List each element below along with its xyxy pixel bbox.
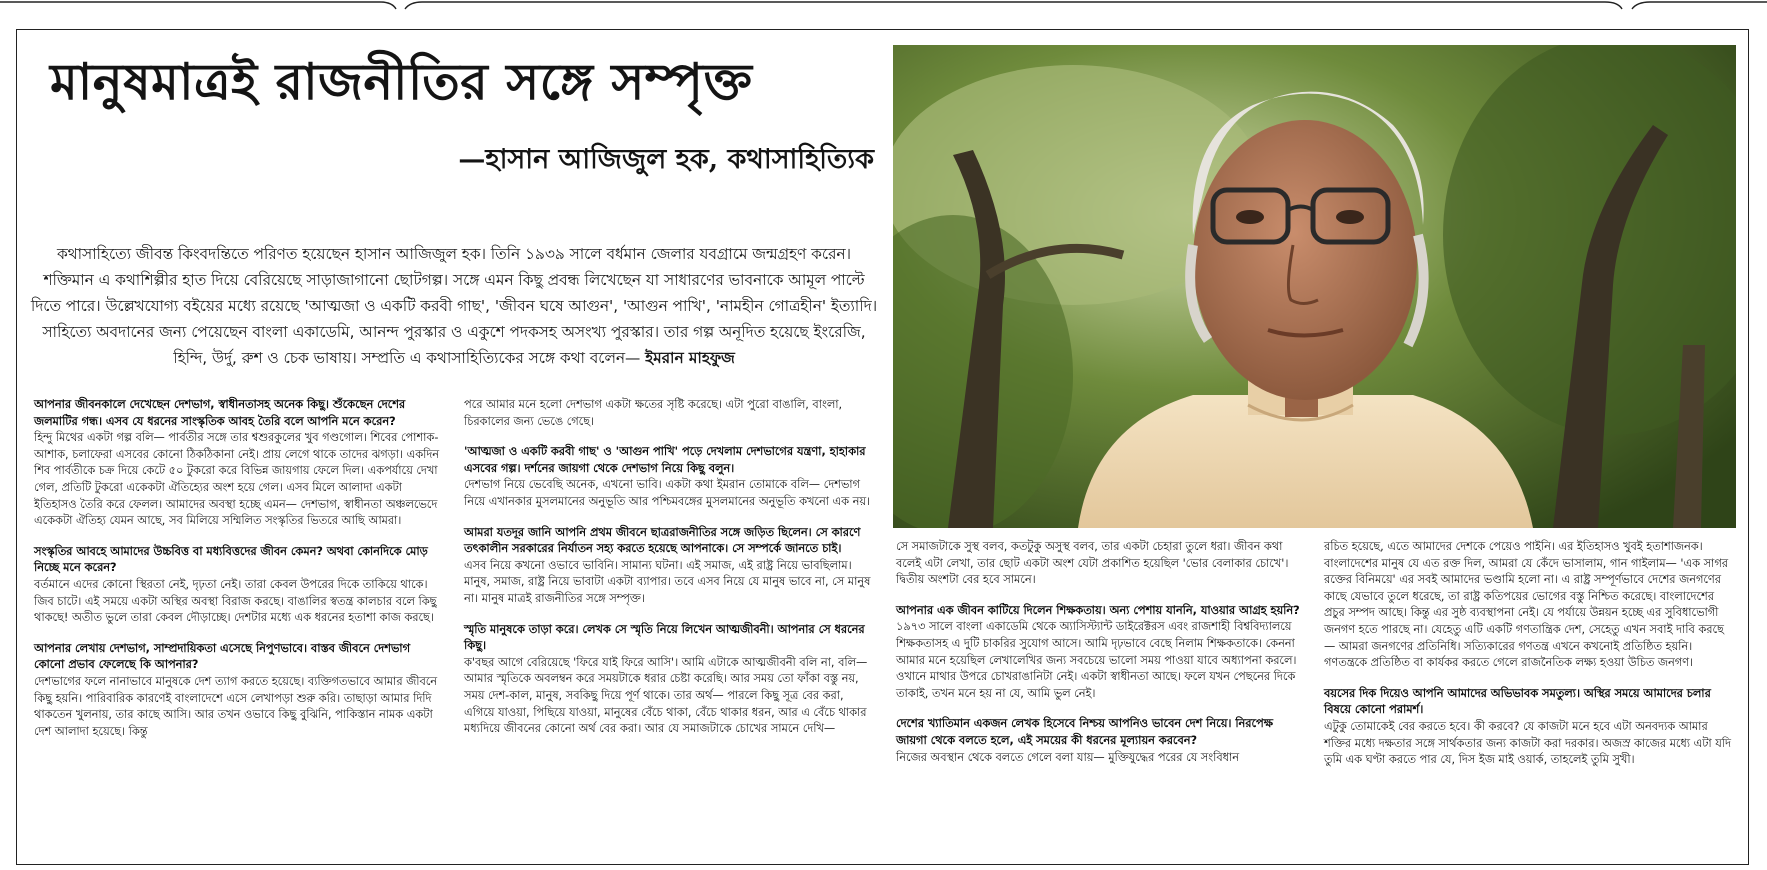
intro-author: ইমরান মাহফুজ [645,349,735,368]
question: 'আত্মজা ও একটি করবী গাছ' ও 'আগুন পাখি' পড়ে দেখলাম দেশভাগের যন্ত্রণা, হাহাকার এসবের গল্প। দর্শনের জায়গা থেকে দেশভাগ নিয়ে কিছু বলুন। [464,445,866,475]
intro-paragraph [30,241,878,371]
article-column-4 [1324,539,1734,783]
answer: পরে আমার মনে হলো দেশভাগ একটা ক্ষতের সৃষ্টি করেছে। এটা পুরো বাঙালি, বাংলা, চিরকালের জন্য ভেঙে গেছে। [464,398,843,428]
question: সংস্কৃতির আবহে আমাদের উচ্চবিত্ত বা মধ্যবিত্তদের জীবন কেমন? অথবা কোনদিকে মোড় নিচ্ছে মনে করেন? [34,544,428,575]
answer: এটুকু তোমাকেই বের করতে হবে। কী করবে? যে কাজটা মনে হবে এটা অনবদ্যক আমার শক্তির মধ্যে দক্ষতার সঙ্গে সার্থকতার জন্য কাজটা করা দরকার। অজস্র কাজের মধ্যে এটা যদি তুমি এক ঘণ্টা করতে পার যে, দিস ইজ মাই ওয়ার্ক, তাহলেই তুমি সুখী। [1324,719,1731,767]
question: আপনার এক জীবন কাটিয়ে দিলেন শিক্ষকতায়। অন্য পেশায় যাননি, যাওয়ার আগ্রহ হয়নি? [896,603,1300,617]
answer: বর্তমানে এদের কোনো স্থিরতা নেই, দৃঢ়তা নেই। তারা কেবল উপরের দিকে তাকিয়ে থাকে। জিব চাটে। এই সময়ে একটা অস্থির অবস্থা বিরাজ করছে। বাঙালির স্বতন্ত্র কালচার বলে কিছু থাকছে! অতীত ভুলে তারা কেবল দৌড়াচ্ছে। দেশটার মধ্যে এক ধরনের হতাশা কাজ করছে। [34,577,437,625]
article-column-2 [464,397,872,752]
headline: মানুষমাত্রই রাজনীতির সঙ্গে সম্পৃক্ত [50,52,753,111]
answer: দেশভাগ নিয়ে ভেবেছি অনেক, এখনো ভাবি। একটা কথা ইমরান তোমাকে বলি— দেশভাগ নিয়ে এখানকার মুসলমানের অনুভূতি আর পশ্চিমবঙ্গের মুসলমানের অনুভূতি কখনো এক নয়। [464,478,871,508]
answer: ক'বছর আগে বেরিয়েছে 'ফিরে যাই ফিরে আসি'। আমি এটাকে আত্মজীবনী বলি না, বলি— আমার স্মৃতিকে অবলম্বন করে সময়টাকে ধরার চেষ্টা করেছি। আর সময় তো ফাঁকা বস্তু নয়, সময় দেশ-কাল, মানুষ, সবকিছু দিয়ে পূর্ণ থাকে। তার অর্থ— পারলে কিছু সূত্র বের করা, এগিয়ে যাওয়া, পিছিয়ে যাওয়া, মানুষের বেঁচে থাকা, বেঁচে থাকার ধরন, আর এ বেঁচে থাকার মধ্যদিয়ে জীবনের কোনো অর্থ বের করা। আর যে সমাজটাকে চোখের সামনে দেখি— [464,655,868,736]
question: দেশের খ্যাতিমান একজন লেখক হিসেবে নিশ্চয় আপনিও ভাবেন দেশ নিয়ে। নিরপেক্ষ জায়গা থেকে বলতে হলে, এই সময়ের কী ধরনের মূল্যায়ন করবেন? [896,717,1273,747]
question: আমরা যতদূর জানি আপনি প্রথম জীবনে ছাত্ররাজনীতির সঙ্গে জড়িত ছিলেন। সে কারণে তৎকালীন সরকারের নির্যাতন সহ্য করতে হয়েছে আপনাকে। সে সম্পর্কে জানতে চাই। [464,525,861,556]
question: আপনার জীবনকালে দেখেছেন দেশভাগ, স্বাধীনতাসহ অনেক কিছু। শুঁকেছেন দেশের জলমাটির গন্ধ। এসব যে ধরনের সাংস্কৃতিক আবহ তৈরি বলে আপনি মনে করেন? [34,398,406,428]
answer: নিজের অবস্থান থেকে বলতে গেলে বলা যায়— মুক্তিযুদ্ধের পরের যে সংবিধান [896,750,1239,764]
byline: —হাসান আজিজুল হক, কথাসাহিত্যিক [458,144,874,175]
top-tab-rule [0,0,1767,10]
question: স্মৃতি মানুষকে তাড়া করে। লেখক সে স্মৃতি নিয়ে লিখেন আত্মজীবনী। আপনার সে ধরনের কিছু। [464,622,865,653]
answer: রচিত হয়েছে, এতে আমাদের দেশকে পেয়েও পাইনি। এর ইতিহাসও খুবই হতাশাজনক। বাংলাদেশের মানুষ যে এত রক্ত দিল, আমরা যে কেঁদে ভাসালাম, গান গাইলাম— 'এক সাগর রক্তের বিনিময়ে' এর সবই আমাদের ভণ্ডামি হলো না। এ রাষ্ট্র সম্পূর্ণভাবে দেশের জনগণের কাছে যেভাবে তুলে ধরেছে, তা রাষ্ট্র কতিপয়ের ভোগের বস্তু নিশ্চিত করেছে। বাংলাদেশের প্রচুর সম্পদ আছে। কিন্তু এর সুষ্ঠ ব্যবস্থাপনা নেই। যে পর্যায়ে উন্নয়ন হচ্ছে এর সুবিধাভোগী জনগণ হতে পারছে না। যেহেতু এটি একটি গণতান্ত্রিক দেশ, সেহেতু এখন সবাই দাবি করছে— আমরা জনগণের প্রতিনিধি। সত্যিকারের গণতন্ত্র এখনে কখনোই প্রতিষ্ঠিত হয়নি। গণতন্ত্রকে প্রতিষ্ঠিত বা কার্যকর করতে গেলে রাজনৈতিক লক্ষ্য হওয়া উচিত জনগণ। [1324,540,1728,670]
answer: দেশভাগের ফলে নানাভাবে মানুষকে দেশ ত্যাগ করতে হয়েছে। ব্যক্তিগতভাবে আমার জীবনে কিছু হয়নি। পারিবারিক কারণেই বাংলাদেশে এসে লেখাপড়া শুরু করি। তাছাড়া আমার দিদি থাকতেন খুলনায়, তার কাছে আসি। আর তখন ওভাবে কিছু বুঝিনি, পাকিস্তান নামক একটা দেশ আলাদা হয়েছে। কিন্তু [34,674,438,738]
answer: হিন্দু মিথের একটা গল্প বলি— পার্বতীর সঙ্গে তার শ্বশুরকুলের খুব গণ্ডগোল। শিবের পোশাক-আশাক, চলাফেরা এসবের কোনো ঠিকঠিকানা নেই। প্রায় লেগে থাকে তাদের ঝগড়া। একদিন শিব পার্বতীকে চক্র দিয়ে কেটে ৫০ টুকরো করে বিভিন্ন জায়গায় ফেলে দিল। একপর্যায়ে দেখা গেল, প্রতিটি টুকরো একেকটা ঐতিহ্যের অংশ হয়ে গেল। এসব মিলে আলাদা একটা ইতিহাসও তৈরি করে ফেলল। আমাদের অবস্থা হচ্ছে এমন— দেশভাগ, স্বাধীনতা অঞ্চলভেদে একেকটা ঐতিহ্য যেমন আছে, সব মিলিয়ে সম্মিলিত সংস্কৃতির ভিতরে আছি আমরা। [34,431,440,528]
intro-text: কথাসাহিত্যে জীবন্ত কিংবদন্তিতে পরিণত হয়েছেন হাসান আজিজুল হক। তিনি ১৯৩৯ সালে বর্ধমান জেলার যবগ্রামে জন্মগ্রহণ করেন। শক্তিমান এ কথাশিল্পীর হাত দিয়ে বেরিয়েছে সাড়াজাগানো ছোটগল্প। সঙ্গে এমন কিছু প্রবন্ধ লিখেছেন যা সাধারণের ভাবনাকে আমূল পাল্টে দিতে পারে। উল্লেখযোগ্য বইয়ের মধ্যে রয়েছে 'আত্মজা ও একটি করবী গাছ', 'জীবন ঘষে আগুন', 'আগুন পাখি', 'নামহীন গোত্রহীন' ইত্যাদি। সাহিত্যে অবদানের জন্য পেয়েছেন বাংলা একাডেমি, আনন্দ পুরস্কার ও একুশে পদকসহ অসংখ্য পুরস্কার। তার গল্প অনূদিত হয়েছে ইংরেজি, হিন্দি, উর্দু, রুশ ও চেক ভাষায়। সম্প্রতি এ কথাসাহিত্যিকের সঙ্গে কথা বলেন— [30,245,878,368]
answer: এসব নিয়ে কখনো ওভাবে ভাবিনি। সামান্য ঘটনা। এই সমাজ, এই রাষ্ট্র নিয়ে ভাবছিলাম। মানুষ, সমাজ, রাষ্ট্র নিয়ে ভাবাটা একটা ব্যাপার। তবে এসব নিয়ে যে মানুষ ভাবে না, সে মানুষ না। মানুষ মাত্রই রাজনীতির সঙ্গে সম্পৃক্ত। [464,558,871,605]
question: আপনার লেখায় দেশভাগ, সাম্প্রদায়িকতা এসেছে নিপুণভাবে। বাস্তব জীবনে দেশভাগ কোনো প্রভাব ফেলেছে কি আপনার? [34,641,410,672]
article-column-1 [34,397,442,754]
answer: সে সমাজটাকে সুস্থ বলব, কতটুকু অসুস্থ বলব, তার একটা চেহারা তুলে ধরা। জীবন কথা বলেই এটা লেখা, তার ছোট একটা অংশ যেটা প্রকাশিত হয়েছিল 'ভোর বেলাকার চোখে'। দ্বিতীয় অংশটা বের হবে সামনে। [896,540,1289,587]
article-column-3 [896,539,1304,780]
question: বয়সের দিক দিয়েও আপনি আমাদের অভিভাবক সমতুল্য। অস্থির সময়ে আমাদের চলার বিষয়ে কোনো পরামর্শ। [1324,686,1711,717]
answer: ১৯৭৩ সালে বাংলা একাডেমি থেকে অ্যাসিস্ট্যান্ট ডাইরেক্টরস এবং রাজশাহী বিশ্ববিদ্যালয়ে শিক্ষকতাসহ এ দুটি চাকরির সুযোগ আসে। আমি দৃঢ়ভাবে বেছে নিলাম শিক্ষকতাকে। কেননা আমার মনে হয়েছিল লেখালেখির জন্য সবচেয়ে ভালো সময় পাওয়া যাবে অধ্যাপনা করলে। ওখানে মাথার উপরে চোখরাঙানিটা নেই। একটা স্বাধীনতা আছে। ফলে যখন পেছনের দিকে তাকাই, তখন মনে হয় না যে, আমি ভুল নেই। [896,620,1297,700]
author-portrait-photo [893,45,1736,528]
